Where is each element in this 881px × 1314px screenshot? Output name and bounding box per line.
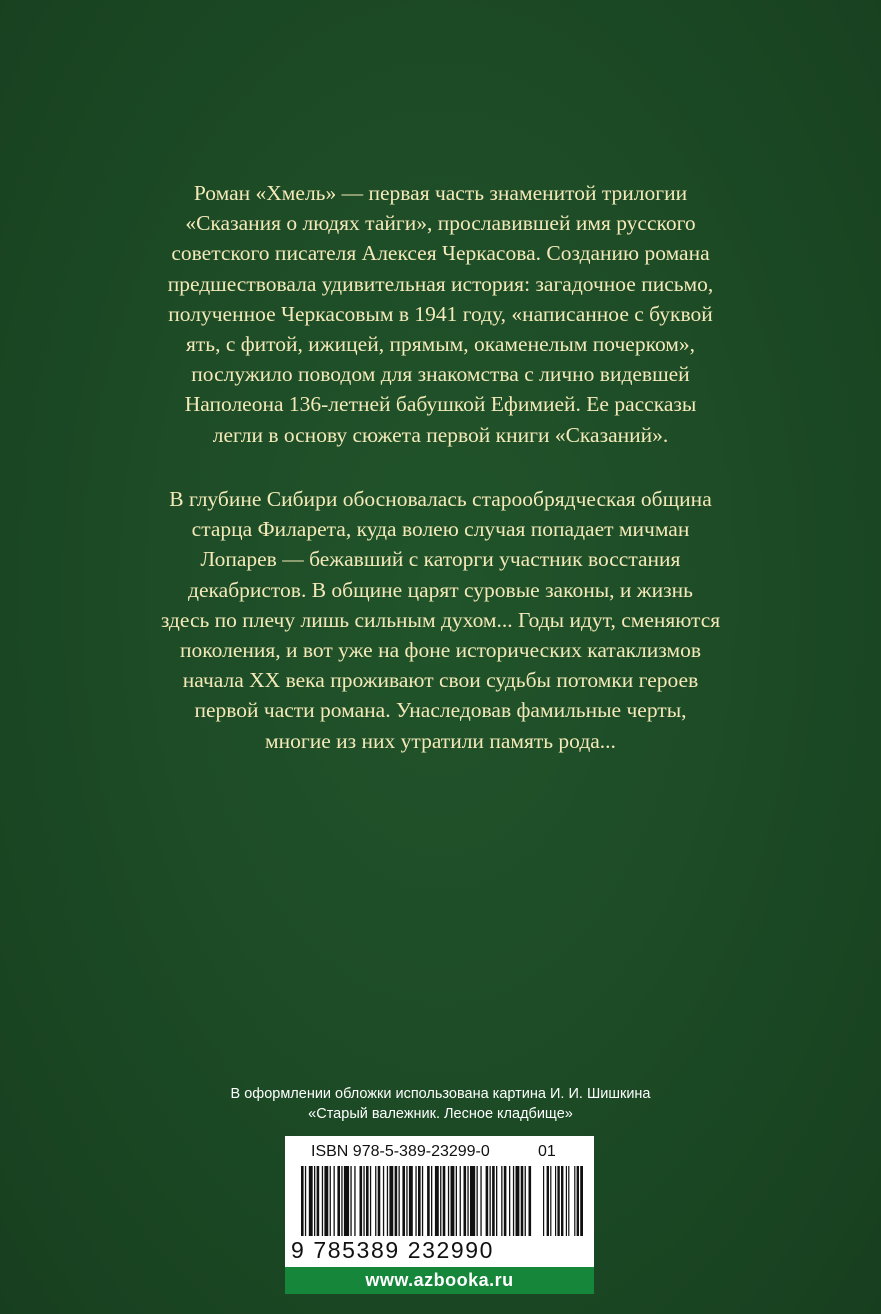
barcode-bar — [435, 1166, 439, 1236]
blurb-line: начала XX века проживают свои судьбы потомки героев — [182, 668, 699, 693]
barcode-bar — [389, 1166, 393, 1236]
barcode-bar — [395, 1166, 398, 1236]
barcode-bar — [448, 1166, 449, 1236]
blurb-line: старца Филарета, куда волею случая попадает мичман — [191, 517, 690, 542]
blurb-line: декабристов. В общине царят суровые законы, и жизнь — [188, 577, 693, 602]
barcode-bar — [337, 1166, 340, 1236]
barcode-bar — [350, 1166, 351, 1236]
blurb-line: здесь по плечу лишь сильным духом... Годы идут, сменяются — [160, 607, 721, 632]
barcode-addon-bar — [568, 1166, 569, 1236]
barcode-bar — [513, 1166, 514, 1236]
barcode-bar — [387, 1166, 388, 1236]
barcode-addon-bar — [555, 1166, 556, 1236]
barcode-addon-bar — [580, 1166, 583, 1236]
barcode-bar — [341, 1166, 342, 1236]
barcode-bar — [366, 1166, 369, 1236]
barcode-bar — [521, 1166, 524, 1236]
blurb-line: послужило поводом для знакомства с лично видевшей — [191, 362, 690, 387]
barcode-bar — [402, 1166, 405, 1236]
barcode-addon-bar — [557, 1166, 559, 1236]
barcode-digits: 9 785389 232990 — [291, 1237, 495, 1263]
barcode-bar — [322, 1166, 323, 1236]
barcode-bar — [415, 1166, 416, 1236]
barcode-bar — [314, 1166, 315, 1236]
barcode-bar — [501, 1166, 502, 1236]
barcode-bar — [480, 1166, 481, 1236]
blurb-line: ять, с фитой, ижицей, прямым, окаменелым почерком», — [185, 332, 696, 357]
credit-line-1: В оформлении обложки использована картина И. И. Шишкина — [230, 1086, 651, 1102]
barcode-addon-bar — [566, 1166, 567, 1236]
barcode-bar — [409, 1166, 413, 1236]
barcode-bar — [344, 1166, 349, 1236]
barcode-bar — [422, 1166, 423, 1236]
barcode-bar — [301, 1166, 304, 1236]
barcode-bar — [516, 1166, 520, 1236]
barcode-bar — [525, 1166, 526, 1236]
barcode-addon-bar — [547, 1166, 549, 1236]
barcode-bar — [467, 1166, 468, 1236]
barcode-bar — [370, 1166, 371, 1236]
blurb-paragraph-2 — [60, 484, 821, 756]
barcode-bar — [477, 1166, 478, 1236]
blurb-line: легли в основу сюжета первой книги «Сказаний». — [212, 422, 669, 447]
barcode-addon-bar — [550, 1166, 551, 1236]
barcode-bar — [324, 1166, 328, 1236]
barcode-bar — [418, 1166, 421, 1236]
blurb-line: полученное Черкасовым в 1941 году, «написанное с буквой — [168, 301, 713, 326]
barcode-bar — [375, 1166, 376, 1236]
blurb-line: поколения, и вот уже на фоне исторических катаклизмов — [180, 638, 701, 663]
barcode-bar — [492, 1166, 495, 1236]
barcode-bar — [305, 1166, 306, 1236]
barcode-bar — [529, 1166, 532, 1236]
blurb-line: Лопарев — бежавший с каторги участник восстания — [200, 547, 681, 572]
barcode-bar — [334, 1166, 335, 1236]
barcode-bar — [464, 1166, 467, 1236]
barcode-bar — [470, 1166, 475, 1236]
barcode-bar — [451, 1166, 455, 1236]
cover-art-credit — [0, 1084, 881, 1124]
barcode-bar — [383, 1166, 384, 1236]
blurb-line: первой части романа. Унаследовав фамильные черты, — [194, 698, 687, 723]
blurb-line: советского писателя Алексея Черкасова. Созданию романа — [171, 241, 710, 266]
blurb-line: В глубине Сибири обосновалась старообрядческая община — [169, 487, 712, 511]
blurb-line: многие из них утратили память рода... — [265, 728, 616, 753]
barcode-addon-bar — [543, 1166, 544, 1236]
blurb-paragraph-1 — [60, 178, 821, 450]
barcode-bar — [490, 1166, 491, 1236]
barcode-bar — [360, 1166, 363, 1236]
barcode-bar — [443, 1166, 446, 1236]
barcode-addon-bar — [561, 1166, 563, 1236]
barcode-bar — [427, 1166, 430, 1236]
barcode-bar — [378, 1166, 381, 1236]
barcode-bar — [460, 1166, 461, 1236]
barcode-bar — [317, 1166, 320, 1236]
barcode-bar — [363, 1166, 364, 1236]
barcode-bar — [509, 1166, 510, 1236]
blurb-line: Роман «Хмель» — первая часть знаменитой трилогии — [193, 181, 688, 205]
barcode-bar — [399, 1166, 400, 1236]
barcode-bars — [299, 1166, 583, 1240]
barcode-bar — [504, 1166, 507, 1236]
barcode-bar — [354, 1166, 355, 1236]
isbn-number: ISBN 978-5-389-23299-0 — [311, 1143, 490, 1160]
blurb-line: предшествовала удивительная история: загадочное письмо, — [167, 271, 714, 296]
barcode-bar — [456, 1166, 457, 1236]
blurb-line: «Сказания о людях тайги», прославившей имя русского — [185, 211, 696, 236]
barcode-bar — [431, 1166, 432, 1236]
barcode-bar — [496, 1166, 497, 1236]
barcode-bar — [406, 1166, 407, 1236]
barcode-addon-bar — [574, 1166, 575, 1236]
barcode-addon-code: 01 — [538, 1143, 556, 1160]
barcode-bar — [330, 1166, 331, 1236]
credit-line-2: «Старый валежник. Лесное кладбище» — [308, 1106, 573, 1122]
barcode-bar — [309, 1166, 313, 1236]
publisher-website: www.azbooka.ru — [285, 1267, 594, 1294]
blurb-line: Наполеона 136-летней бабушкой Ефимией. Ее рассказы — [184, 392, 697, 417]
barcode-addon-bar — [577, 1166, 579, 1236]
isbn-barcode-block — [285, 1136, 594, 1294]
barcode-bar — [486, 1166, 489, 1236]
barcode-bar — [440, 1166, 441, 1236]
